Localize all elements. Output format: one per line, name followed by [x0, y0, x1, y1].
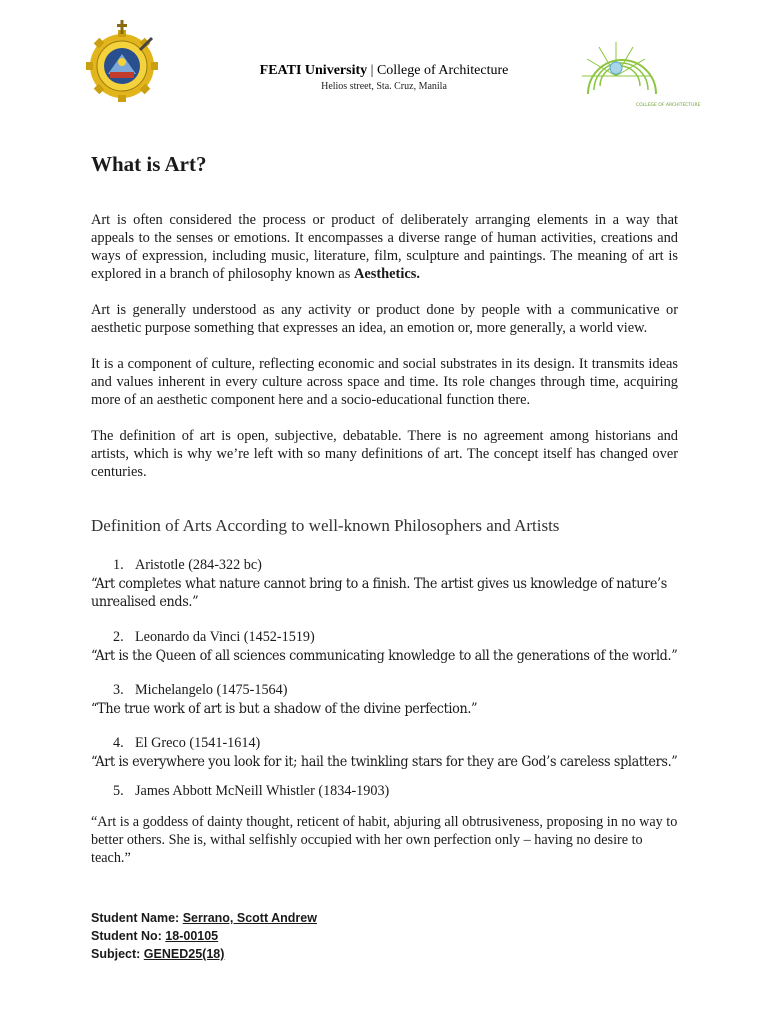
student-name-label: Student Name:	[91, 911, 183, 925]
definition-quote: “Art is a goddess of dainty thought, reticent of habit, abjuring all obtrusiveness, proposing in no way to better others. She is, withal selfishly occupied with her own perfection only – having no desire to teach.”	[91, 814, 678, 866]
definition-item-heading	[113, 629, 315, 646]
student-number-label: Student No:	[91, 929, 166, 943]
college-name: College of Architecture	[376, 63, 509, 78]
student-info	[91, 909, 317, 963]
paragraph-culture: It is a component of culture, reflecting economic and social substrates in its design. It transmits ideas and values inherent in every culture across space and time. Its role changes through time, acquiring more of an aesthetic component here and a socio-educational function there.	[91, 356, 678, 408]
logo-caption: COLLEGE OF ARCHITECTURE	[636, 103, 701, 108]
definition-item-heading	[113, 557, 262, 574]
intro-paragraph	[91, 211, 678, 283]
subject-row	[91, 945, 317, 963]
subject-value: GENED25(18)	[143, 947, 225, 961]
item-number: 3.	[113, 682, 124, 698]
header-separator: |	[367, 63, 377, 78]
item-name: Michelangelo (1475-1564)	[135, 682, 288, 698]
definition-quote: “The true work of art is but a shadow of the divine perfection.”	[91, 701, 478, 717]
definition-quote: “Art completes what nature cannot bring to a finish. The artist gives us knowledge of nature’s unrealised ends.”	[91, 576, 667, 610]
item-number: 1.	[113, 557, 124, 573]
intro-text: Art is often considered the process or product of deliberately arranging elements in a way that appeals to the senses or emotions. It encompasses a diverse range of human activities, creations and ways of expression, including music, literature, film, sculpture and paintings. The meaning of art is explored in a branch of philosophy known as	[91, 212, 678, 282]
student-number-value: 18-00105	[165, 929, 219, 943]
definition-quote: “Art is everywhere you look for it; hail the twinkling stars for they are God’s careless splatters.”	[91, 754, 678, 770]
paragraph-definition: The definition of art is open, subjective, debatable. There is no agreement among historians and artists, which is why we’re left with so many definitions of art. The concept itself has changed over centuries.	[91, 428, 678, 480]
section-subheading: Definition of Arts According to well-known Philosophers and Artists	[91, 516, 560, 535]
definition-item-heading	[113, 783, 389, 800]
aesthetics-term: Aesthetics.	[353, 266, 420, 282]
university-address: Helios street, Sta. Cruz, Manila	[321, 81, 447, 92]
student-number-row	[91, 927, 317, 945]
item-number: 4.	[113, 735, 124, 751]
college-of-architecture-logo-icon	[582, 32, 701, 124]
page-title: What is Art?	[91, 152, 207, 176]
item-name: James Abbott McNeill Whistler (1834-1903)	[135, 783, 390, 799]
item-name: Leonardo da Vinci (1452-1519)	[135, 629, 315, 645]
item-name: Aristotle (284-322 bc)	[135, 557, 262, 573]
student-name-value: Serrano, Scott Andrew	[182, 911, 317, 925]
item-number: 2.	[113, 629, 124, 645]
definition-item-heading	[113, 735, 260, 752]
paragraph-communicative-purpose: Art is generally understood as any activity or product done by people with a communicative or aesthetic purpose something that expresses an idea, an emotion or, more generally, a world view.	[91, 302, 678, 336]
item-name: El Greco (1541-1614)	[135, 735, 261, 751]
letterhead	[0, 20, 768, 130]
student-name-row	[91, 909, 317, 927]
subject-label: Subject:	[91, 947, 144, 961]
item-number: 5.	[113, 783, 124, 799]
university-name: FEATI University	[259, 63, 368, 78]
definition-quote: “Art is the Queen of all sciences communicating knowledge to all the generations of the world.”	[91, 648, 678, 664]
definition-item-heading	[113, 682, 287, 699]
